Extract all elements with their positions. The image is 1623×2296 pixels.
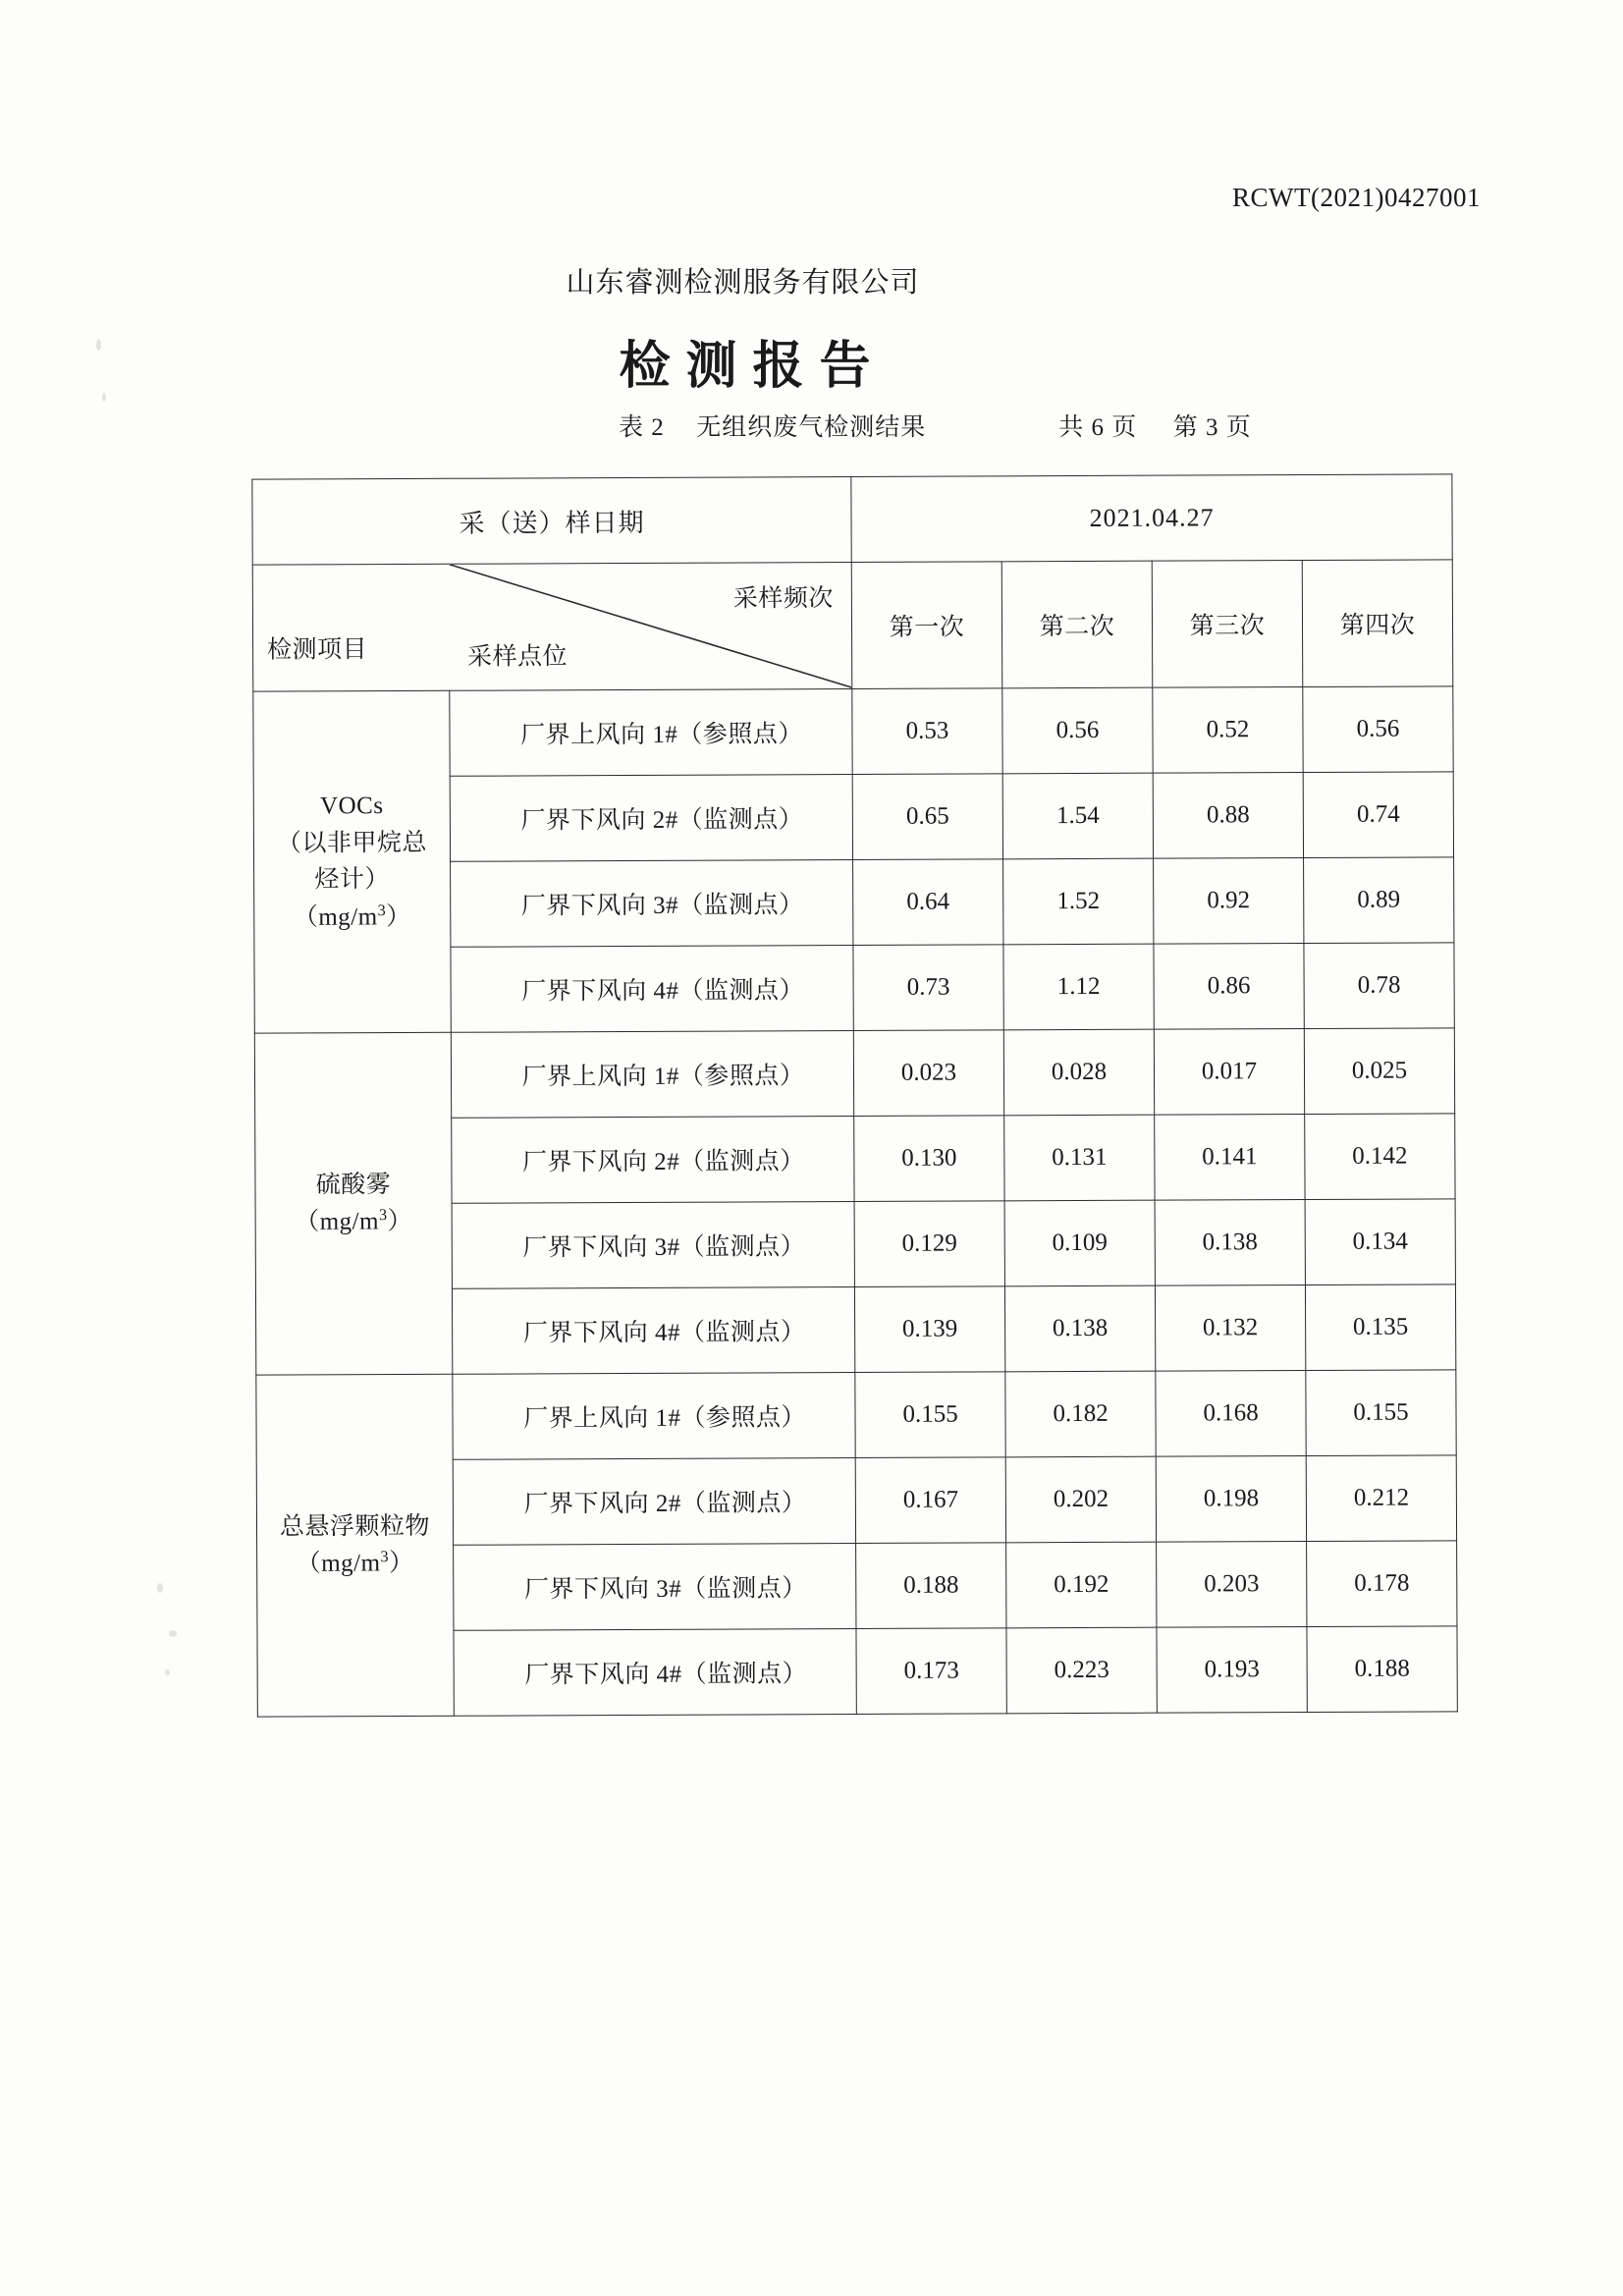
- measurement-value-cell: 0.134: [1305, 1199, 1455, 1285]
- measurement-value-cell: 0.92: [1154, 858, 1304, 945]
- measurement-value-cell: 0.212: [1306, 1455, 1456, 1542]
- table-row: [254, 1028, 1454, 1119]
- measurement-value-cell: 0.64: [853, 859, 1003, 946]
- scan-speckle: [157, 1583, 163, 1593]
- measurement-value-cell: 0.188: [1307, 1626, 1457, 1713]
- company-name: 山东睿测检测服务有限公司: [566, 267, 920, 299]
- measurement-value-cell: 0.132: [1155, 1285, 1305, 1371]
- parameter-name-line: 硫酸雾: [315, 1171, 392, 1199]
- measurement-value-cell: 0.89: [1304, 857, 1454, 944]
- header-frequency-1: 第一次: [851, 562, 1002, 689]
- page-current: 第 3 页: [1172, 414, 1252, 441]
- parameter-name-line: $(mg/m^3)$: [295, 1206, 413, 1236]
- measurement-value-cell: 0.155: [855, 1372, 1005, 1458]
- report-number: RCWT(2021)0427001: [1232, 183, 1481, 212]
- table-caption-row: [619, 408, 1483, 443]
- page-title: 检测报告: [619, 339, 887, 395]
- measurement-value-cell: 0.202: [1005, 1456, 1156, 1543]
- measurement-value-cell: 0.73: [853, 945, 1003, 1031]
- sampling-point-cell: 厂界上风向 1#（参照点）: [451, 1031, 853, 1119]
- header-point-label: 采样点位: [467, 643, 568, 671]
- measurement-value-cell: 0.65: [852, 774, 1002, 860]
- parameter-name-line: （以非甲烷总: [276, 829, 428, 857]
- sampling-point-cell: 厂界下风向 2#（监测点）: [450, 775, 852, 862]
- sampling-point-cell: 厂界下风向 3#（监测点）: [452, 1202, 854, 1289]
- sampling-point-cell: 厂界下风向 4#（监测点）: [452, 1287, 854, 1375]
- measurement-value-cell: 0.138: [1004, 1285, 1155, 1372]
- measurement-value-cell: 0.223: [1006, 1627, 1157, 1714]
- header-frequency-2: 第二次: [1001, 561, 1153, 688]
- measurement-value-cell: 0.168: [1156, 1370, 1306, 1456]
- table-caption-prefix: 表 2: [619, 414, 665, 441]
- sampling-point-cell: 厂界下风向 3#（监测点）: [451, 860, 853, 948]
- table-caption-text: 无组织废气检测结果: [696, 414, 927, 441]
- results-table: [251, 473, 1458, 1717]
- measurement-value-cell: 0.56: [1002, 687, 1153, 774]
- measurement-value-cell: 0.028: [1003, 1029, 1154, 1116]
- measurement-value-cell: 0.78: [1304, 943, 1454, 1029]
- measurement-value-cell: 0.52: [1153, 687, 1303, 774]
- measurement-value-cell: 0.167: [855, 1457, 1005, 1544]
- sampling-point-cell: 厂界下风向 4#（监测点）: [451, 946, 853, 1033]
- parameter-name-line: VOCs: [319, 793, 384, 820]
- scan-speckle: [165, 1669, 170, 1675]
- page-indicator: [1058, 408, 1252, 443]
- measurement-value-cell: 0.017: [1154, 1028, 1304, 1115]
- measurement-value-cell: 0.131: [1004, 1115, 1155, 1201]
- parameter-name-line: $(mg/m^3)$: [296, 1548, 414, 1578]
- measurement-value-cell: 0.53: [852, 688, 1002, 775]
- measurement-value-cell: 0.135: [1305, 1285, 1455, 1371]
- measurement-value-cell: 0.88: [1153, 773, 1303, 859]
- measurement-value-cell: 0.109: [1004, 1200, 1155, 1286]
- sampling-point-cell: 厂界下风向 2#（监测点）: [452, 1117, 854, 1204]
- table-row: [253, 686, 1453, 777]
- sampling-point-cell: 厂界下风向 4#（监测点）: [454, 1628, 856, 1716]
- table-row: [256, 1370, 1456, 1460]
- measurement-value-cell: 0.139: [854, 1286, 1004, 1373]
- parameter-name-line: $(mg/m^3)$: [293, 901, 411, 931]
- measurement-value-cell: 0.74: [1303, 772, 1453, 858]
- sampling-point-cell: 厂界上风向 1#（参照点）: [450, 689, 852, 777]
- table-row-sampling-date: [252, 474, 1452, 565]
- parameter-name-line: 总悬浮颗粒物: [279, 1512, 431, 1541]
- sampling-point-cell: 厂界下风向 2#（监测点）: [453, 1457, 855, 1545]
- pages-total: 共 6 页: [1058, 414, 1138, 441]
- measurement-value-cell: 0.56: [1303, 686, 1453, 773]
- measurement-value-cell: 0.025: [1304, 1028, 1454, 1115]
- measurement-value-cell: 1.12: [1003, 944, 1154, 1030]
- header-frequency-3: 第三次: [1152, 561, 1303, 688]
- scan-speckle: [169, 1630, 177, 1637]
- measurement-value-cell: 0.130: [854, 1116, 1004, 1202]
- measurement-value-cell: 0.182: [1005, 1371, 1156, 1457]
- header-split-cell: [252, 563, 852, 692]
- measurement-value-cell: 0.138: [1155, 1199, 1305, 1285]
- parameter-name-cell: [256, 1374, 455, 1717]
- measurement-value-cell: 0.178: [1307, 1541, 1457, 1627]
- sampling-date-label: 采（送）样日期: [252, 477, 851, 566]
- measurement-value-cell: 0.129: [854, 1201, 1004, 1287]
- measurement-value-cell: 0.203: [1157, 1541, 1307, 1627]
- measurement-value-cell: 1.52: [1003, 858, 1154, 945]
- header-item-label: 检测项目: [267, 636, 368, 664]
- measurement-value-cell: 0.173: [856, 1628, 1006, 1715]
- header-frequency-label: 采样频次: [732, 585, 834, 613]
- measurement-value-cell: 0.141: [1155, 1114, 1305, 1200]
- measurement-value-cell: 0.192: [1006, 1542, 1157, 1628]
- header-frequency-4: 第四次: [1302, 560, 1453, 687]
- table-header-row: [252, 560, 1453, 691]
- measurement-value-cell: 0.198: [1156, 1455, 1306, 1542]
- measurement-value-cell: 0.155: [1306, 1370, 1456, 1456]
- sampling-date-value: 2021.04.27: [851, 474, 1452, 563]
- measurement-value-cell: 0.142: [1305, 1114, 1455, 1200]
- measurement-value-cell: 0.193: [1157, 1626, 1307, 1713]
- parameter-name-cell: [253, 690, 452, 1033]
- parameter-name-line: 烃计）: [314, 866, 390, 894]
- parameter-name-cell: [254, 1032, 453, 1375]
- measurement-value-cell: 0.188: [856, 1543, 1006, 1629]
- table-caption: [619, 408, 926, 443]
- measurement-value-cell: 0.023: [853, 1030, 1003, 1117]
- measurement-value-cell: 0.86: [1154, 944, 1304, 1030]
- sampling-point-cell: 厂界上风向 1#（参照点）: [453, 1372, 855, 1459]
- measurement-value-cell: 1.54: [1002, 773, 1153, 859]
- sampling-point-cell: 厂界下风向 3#（监测点）: [454, 1543, 856, 1630]
